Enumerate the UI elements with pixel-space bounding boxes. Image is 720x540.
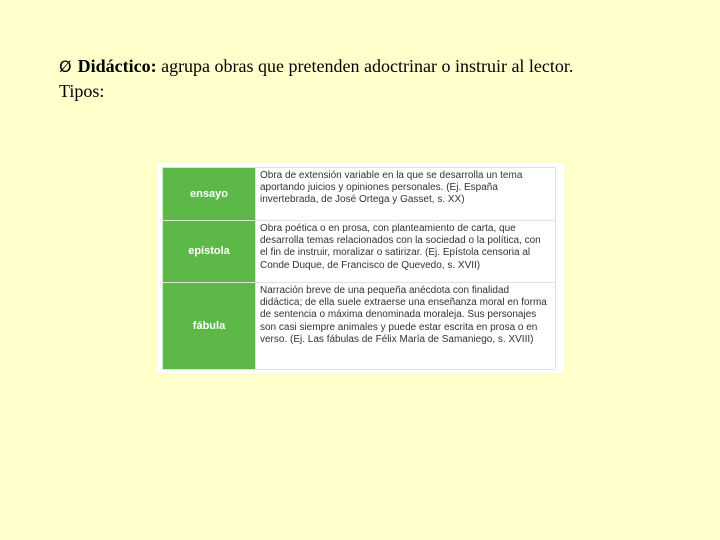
slide-text — [59, 54, 699, 103]
genre-name-cell: epístola — [163, 221, 256, 283]
genre-description-cell: Obra poética o en prosa, con planteamiento de carta, que desarrolla temas relacionados con la sociedad o la política, con el fin de instruir, moralizar o satirizar. (Ej. Epístola censoria al Conde Duque, de Francisco de Quevedo, s. XVII) — [256, 221, 556, 283]
genre-name-cell: fábula — [163, 283, 256, 370]
table-row — [163, 168, 556, 221]
definition-text: agrupa obras que pretenden adoctrinar o instruir al lector. — [156, 56, 574, 76]
bullet-line — [59, 54, 699, 79]
types-label: Tipos: — [59, 81, 105, 101]
genre-description-cell: Obra de extensión variable en la que se desarrolla un tema aportando juicios y opiniones personales. (Ej. España invertebrada, de José Ortega y Gasset, s. XX) — [256, 168, 556, 221]
term-didactico: Didáctico: — [77, 56, 157, 76]
genres-table — [162, 167, 556, 370]
genres-table-image — [157, 163, 564, 373]
table-row — [163, 221, 556, 283]
genre-name-cell: ensayo — [163, 168, 256, 221]
arrow-bullet-icon: Ø — [59, 57, 72, 76]
genre-description-cell: Narración breve de una pequeña anécdota con finalidad didáctica; de ella suele extraerse una enseñanza moral en forma de sentencia o máxima denominada moraleja. Sus personajes son casi siempre animales y puede estar escrita en prosa o en verso. (Ej. Las fábulas de Félix María de Samaniego, s. XVIII) — [256, 283, 556, 370]
table-row — [163, 283, 556, 370]
